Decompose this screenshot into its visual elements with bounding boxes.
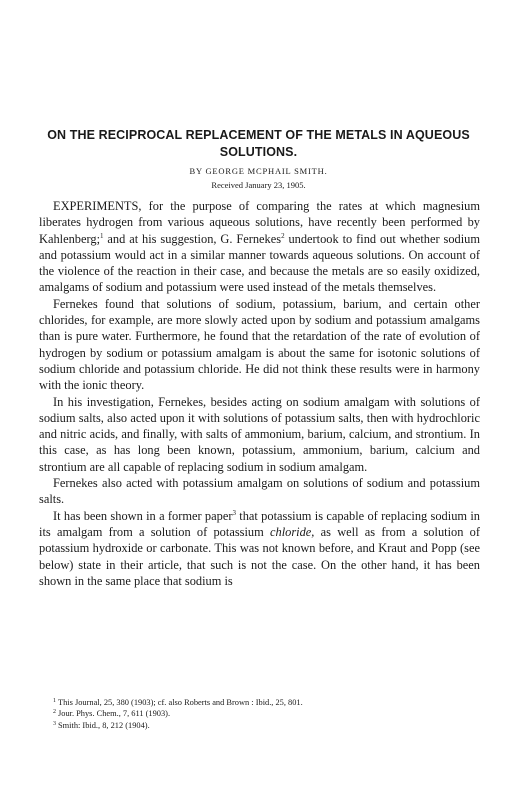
received-date: Received January 23, 1905. — [211, 180, 306, 190]
paragraph-3: In his investigation, Fernekes, besides acting on sodium amalgam with solutions of sodium salts, also acted upon it with solutions of potassium salts, then with hydrochloric and nitric acids, and finally, with salts of ammonium, barium, calcium, and strontium. In this case, as has long been known, potassium, ammonium, barium, calcium and strontium are all capable of replacing sodium in sodium amalgam. — [39, 394, 480, 474]
paragraph-5: It has been shown in a former paper$^3$ that potassium is capable of replacing sodium in its amalgam from a solution of potassium chloride, as well as from a solution of potassium hydroxide or carbonate. This was not known before, and Kraut and Popp (see below) state in their article, that such is not the case. On the other hand, it has been shown in the same place that sodium is — [39, 508, 480, 588]
author-line: BY GEORGE MCPHAIL SMITH. — [189, 166, 328, 176]
article-body — [39, 198, 480, 589]
article-title: ON THE RECIPROCAL REPLACEMENT OF THE METALS IN AQUEOUS SOLUTIONS. — [47, 128, 470, 159]
footnote-1: $^1$ This Journal, 25, 380 (1903); cf. also Roberts and Brown : Ibid., 25, 801. — [53, 698, 303, 707]
footnote-3: $^3$ Smith: Ibid., 8, 212 (1904). — [53, 720, 150, 730]
paragraph-2: Fernekes found that solutions of sodium, potassium, barium, and certain other chlorides, for example, are more slowly acted upon by sodium and potassium amalgams than is pure water. Furthermore, he found that the retardation of the rate of evolution of hydrogen by sodium or potassium amalgam is about the same for isotonic solutions of sodium chloride and potassium chloride. He did not think these results were in harmony with the ionic theory. — [39, 296, 480, 393]
footnote-ref-3: 3 — [232, 508, 236, 517]
footnotes — [53, 697, 473, 731]
footnote-ref-1: 1 — [100, 231, 104, 240]
paragraph-4: Fernekes also acted with potassium amalgam on solutions of sodium and potassium salts. — [39, 476, 480, 507]
paragraph-1: EXPERIMENTS, for the purpose of comparing the rates at which magnesium liberates hydrogen from various aqueous solutions, have recently been performed by Kahlenberg;$^1$ and at his suggestion, G. Fernekes$^2$ undertook to find out whether sodium and potassium would act in a similar manner towards aqueous solutions. On account of the violence of the reaction in their case, and because the metals are so easily oxidized, amalgams of sodium and potassium were used instead of the metals themselves. — [39, 199, 480, 295]
footnote-ref-2: 2 — [281, 231, 285, 240]
footnote-2: $^2$ Jour. Phys. Chem., 7, 611 (1903). — [53, 709, 171, 719]
lead-word: EXPERIMENTS — [53, 199, 139, 213]
